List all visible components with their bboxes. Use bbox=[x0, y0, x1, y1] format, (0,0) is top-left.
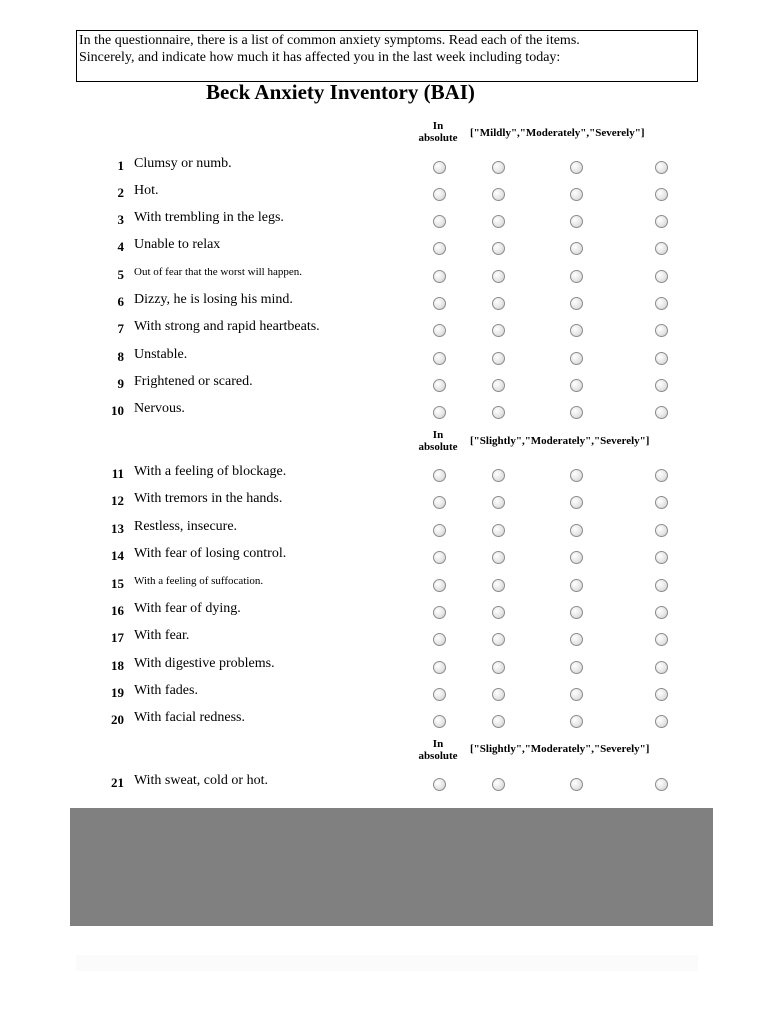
radio-in-absolute[interactable] bbox=[433, 633, 446, 646]
question-text: Dizzy, he is losing his mind. bbox=[134, 292, 293, 307]
radio-option-1[interactable] bbox=[492, 215, 505, 228]
question-text: With a feeling of suffocation. bbox=[134, 575, 264, 587]
scale-header-3 bbox=[0, 738, 768, 768]
radio-option-1[interactable] bbox=[492, 352, 505, 365]
radio-option-2[interactable] bbox=[570, 688, 583, 701]
radio-option-3[interactable] bbox=[655, 633, 668, 646]
question-number: 21 bbox=[111, 775, 124, 790]
question-number: 6 bbox=[117, 294, 124, 309]
question-number: 16 bbox=[111, 603, 124, 618]
scale-options-label: ["Slightly","Moderately","Severely"] bbox=[470, 435, 650, 447]
radio-in-absolute[interactable] bbox=[433, 715, 446, 728]
radio-option-1[interactable] bbox=[492, 715, 505, 728]
radio-option-3[interactable] bbox=[655, 579, 668, 592]
question-row-1 bbox=[0, 154, 768, 178]
question-text: Frightened or scared. bbox=[134, 374, 253, 389]
radio-option-2[interactable] bbox=[570, 161, 583, 174]
radio-in-absolute[interactable] bbox=[433, 579, 446, 592]
radio-in-absolute[interactable] bbox=[433, 379, 446, 392]
radio-in-absolute[interactable] bbox=[433, 324, 446, 337]
question-number: 7 bbox=[117, 321, 124, 336]
question-number: 12 bbox=[111, 493, 124, 508]
radio-option-3[interactable] bbox=[655, 352, 668, 365]
radio-option-2[interactable] bbox=[570, 406, 583, 419]
radio-option-3[interactable] bbox=[655, 188, 668, 201]
footer-bar bbox=[76, 955, 698, 971]
radio-option-2[interactable] bbox=[570, 778, 583, 791]
radio-option-3[interactable] bbox=[655, 379, 668, 392]
radio-option-3[interactable] bbox=[655, 688, 668, 701]
radio-option-2[interactable] bbox=[570, 469, 583, 482]
radio-option-1[interactable] bbox=[492, 524, 505, 537]
radio-in-absolute[interactable] bbox=[433, 524, 446, 537]
question-number: 8 bbox=[117, 349, 124, 364]
radio-option-1[interactable] bbox=[492, 270, 505, 283]
radio-option-3[interactable] bbox=[655, 297, 668, 310]
question-text: With sweat, cold or hot. bbox=[134, 773, 268, 788]
radio-option-1[interactable] bbox=[492, 606, 505, 619]
radio-option-1[interactable] bbox=[492, 379, 505, 392]
radio-in-absolute[interactable] bbox=[433, 242, 446, 255]
radio-option-1[interactable] bbox=[492, 242, 505, 255]
question-number: 13 bbox=[111, 521, 124, 536]
in-absolute-label: In absolute bbox=[418, 120, 458, 144]
radio-option-1[interactable] bbox=[492, 161, 505, 174]
radio-option-1[interactable] bbox=[492, 496, 505, 509]
question-number: 19 bbox=[111, 685, 124, 700]
question-row-7 bbox=[0, 317, 768, 341]
scale-options-label: ["Mildly","Moderately","Severely"] bbox=[470, 127, 645, 139]
radio-in-absolute[interactable] bbox=[433, 551, 446, 564]
in-absolute-label: In absolute bbox=[418, 738, 458, 762]
question-row-9 bbox=[0, 372, 768, 396]
question-text: Hot. bbox=[134, 183, 159, 198]
question-row-3 bbox=[0, 208, 768, 232]
question-text: With fear. bbox=[134, 628, 190, 643]
question-text: With tremors in the hands. bbox=[134, 491, 283, 506]
question-row-6 bbox=[0, 290, 768, 314]
radio-option-2[interactable] bbox=[570, 297, 583, 310]
radio-in-absolute[interactable] bbox=[433, 188, 446, 201]
question-row-5 bbox=[0, 263, 768, 287]
radio-in-absolute[interactable] bbox=[433, 352, 446, 365]
question-text: With fades. bbox=[134, 683, 198, 698]
instructions-line-1: In the questionnaire, there is a list of common anxiety symptoms. Read each of the items. bbox=[79, 33, 580, 48]
scale-header-1 bbox=[0, 120, 768, 150]
question-text: Clumsy or numb. bbox=[134, 156, 232, 171]
radio-option-1[interactable] bbox=[492, 633, 505, 646]
radio-option-2[interactable] bbox=[570, 633, 583, 646]
radio-option-1[interactable] bbox=[492, 551, 505, 564]
radio-in-absolute[interactable] bbox=[433, 606, 446, 619]
question-text: Unstable. bbox=[134, 347, 188, 362]
radio-option-3[interactable] bbox=[655, 270, 668, 283]
question-number: 18 bbox=[111, 658, 124, 673]
question-text: Restless, insecure. bbox=[134, 519, 238, 534]
question-text: With facial redness. bbox=[134, 710, 246, 725]
radio-in-absolute[interactable] bbox=[433, 215, 446, 228]
question-number: 2 bbox=[117, 185, 124, 200]
radio-option-3[interactable] bbox=[655, 324, 668, 337]
radio-option-3[interactable] bbox=[655, 496, 668, 509]
radio-option-3[interactable] bbox=[655, 524, 668, 537]
question-number: 9 bbox=[117, 376, 124, 391]
question-text: With trembling in the legs. bbox=[134, 210, 284, 225]
radio-in-absolute[interactable] bbox=[433, 469, 446, 482]
radio-in-absolute[interactable] bbox=[433, 661, 446, 674]
question-row-20 bbox=[0, 708, 768, 732]
radio-option-1[interactable] bbox=[492, 579, 505, 592]
radio-in-absolute[interactable] bbox=[433, 297, 446, 310]
page-title: Beck Anxiety Inventory (BAI) bbox=[206, 80, 475, 104]
radio-option-3[interactable] bbox=[655, 242, 668, 255]
radio-option-3[interactable] bbox=[655, 161, 668, 174]
question-row-16 bbox=[0, 599, 768, 623]
radio-option-2[interactable] bbox=[570, 379, 583, 392]
radio-option-1[interactable] bbox=[492, 469, 505, 482]
question-row-13 bbox=[0, 517, 768, 541]
radio-option-3[interactable] bbox=[655, 215, 668, 228]
question-row-21 bbox=[0, 771, 768, 795]
radio-option-1[interactable] bbox=[492, 324, 505, 337]
radio-option-3[interactable] bbox=[655, 606, 668, 619]
radio-in-absolute[interactable] bbox=[433, 161, 446, 174]
question-text: Out of fear that the worst will happen. bbox=[134, 266, 303, 278]
in-absolute-label: In absolute bbox=[418, 429, 458, 453]
radio-in-absolute[interactable] bbox=[433, 270, 446, 283]
radio-option-2[interactable] bbox=[570, 324, 583, 337]
question-text: Nervous. bbox=[134, 401, 185, 416]
radio-option-2[interactable] bbox=[570, 496, 583, 509]
radio-option-1[interactable] bbox=[492, 188, 505, 201]
radio-option-3[interactable] bbox=[655, 715, 668, 728]
radio-option-2[interactable] bbox=[570, 579, 583, 592]
question-text: With a feeling of blockage. bbox=[134, 464, 287, 479]
scale-header-2 bbox=[0, 429, 768, 459]
radio-option-3[interactable] bbox=[655, 469, 668, 482]
question-text: With fear of dying. bbox=[134, 601, 241, 616]
radio-option-1[interactable] bbox=[492, 406, 505, 419]
question-text: With digestive problems. bbox=[134, 656, 275, 671]
question-number: 10 bbox=[111, 403, 124, 418]
question-number: 20 bbox=[111, 712, 124, 727]
radio-option-2[interactable] bbox=[570, 551, 583, 564]
question-number: 15 bbox=[111, 576, 124, 591]
question-row-14 bbox=[0, 544, 768, 568]
question-number: 17 bbox=[111, 630, 124, 645]
question-row-11 bbox=[0, 462, 768, 486]
radio-in-absolute[interactable] bbox=[433, 496, 446, 509]
question-number: 14 bbox=[111, 548, 124, 563]
radio-in-absolute[interactable] bbox=[433, 406, 446, 419]
question-text: With strong and rapid heartbeats. bbox=[134, 319, 320, 334]
radio-option-2[interactable] bbox=[570, 606, 583, 619]
question-number: 3 bbox=[117, 212, 124, 227]
radio-option-2[interactable] bbox=[570, 524, 583, 537]
radio-option-2[interactable] bbox=[570, 215, 583, 228]
instructions-line-2: Sincerely, and indicate how much it has affected you in the last week including today: bbox=[79, 50, 561, 65]
question-text: Unable to relax bbox=[134, 237, 221, 252]
question-number: 11 bbox=[111, 466, 124, 481]
gray-panel bbox=[70, 808, 713, 926]
question-row-18 bbox=[0, 654, 768, 678]
question-number: 1 bbox=[117, 158, 124, 173]
question-row-8 bbox=[0, 345, 768, 369]
radio-option-2[interactable] bbox=[570, 715, 583, 728]
radio-option-1[interactable] bbox=[492, 297, 505, 310]
radio-option-2[interactable] bbox=[570, 661, 583, 674]
question-row-19 bbox=[0, 681, 768, 705]
question-number: 4 bbox=[117, 239, 124, 254]
radio-option-1[interactable] bbox=[492, 661, 505, 674]
radio-option-1[interactable] bbox=[492, 688, 505, 701]
instructions-box bbox=[76, 30, 698, 82]
question-row-10 bbox=[0, 399, 768, 423]
question-number: 5 bbox=[117, 267, 124, 282]
radio-option-2[interactable] bbox=[570, 352, 583, 365]
question-row-4 bbox=[0, 235, 768, 259]
radio-option-3[interactable] bbox=[655, 778, 668, 791]
radio-option-2[interactable] bbox=[570, 242, 583, 255]
radio-in-absolute[interactable] bbox=[433, 778, 446, 791]
radio-option-1[interactable] bbox=[492, 778, 505, 791]
question-row-2 bbox=[0, 181, 768, 205]
question-row-17 bbox=[0, 626, 768, 650]
radio-option-2[interactable] bbox=[570, 188, 583, 201]
question-text: With fear of losing control. bbox=[134, 546, 287, 561]
radio-option-2[interactable] bbox=[570, 270, 583, 283]
radio-option-3[interactable] bbox=[655, 406, 668, 419]
question-row-15 bbox=[0, 572, 768, 596]
question-row-12 bbox=[0, 489, 768, 513]
radio-option-3[interactable] bbox=[655, 661, 668, 674]
radio-option-3[interactable] bbox=[655, 551, 668, 564]
radio-in-absolute[interactable] bbox=[433, 688, 446, 701]
scale-options-label: ["Slightly","Moderately","Severely"] bbox=[470, 743, 650, 755]
